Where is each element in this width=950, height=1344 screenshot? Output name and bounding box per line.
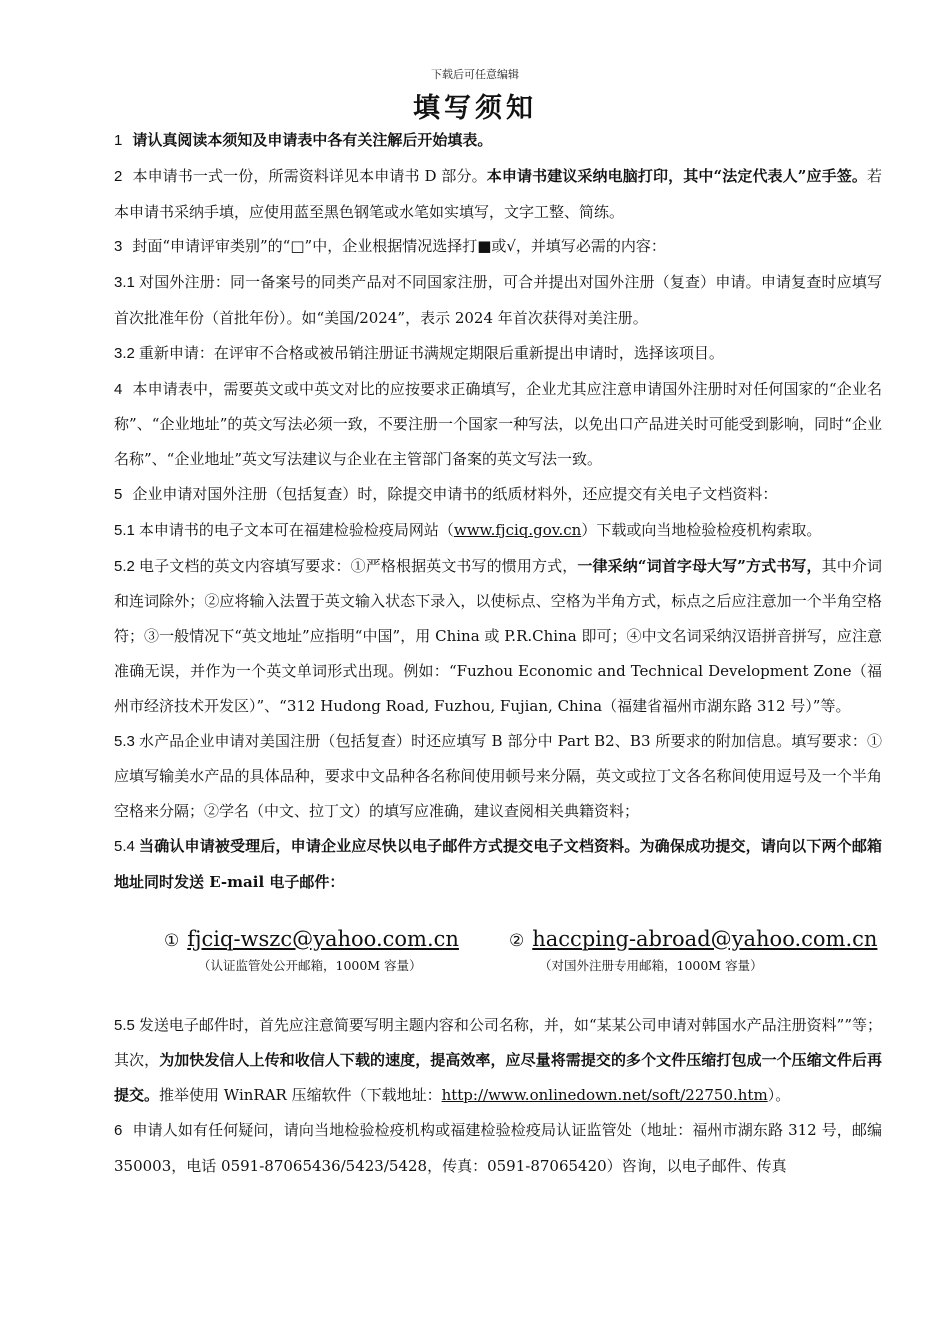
item-3-1 bbox=[114, 265, 882, 336]
item-text: 本申请书的电子文本可在福建检验检疫局网站（ bbox=[138, 520, 454, 539]
item-1 bbox=[114, 123, 882, 159]
email-note-1: （认证监管处公开邮箱，1000M 容量） bbox=[198, 957, 422, 973]
item-bold-text: 当确认申请被受理后，申请企业应尽快以电子邮件方式提交电子文档资料。为确保成功提交，请向以下两个邮箱地址同时发送 E-mail 电子邮件： bbox=[114, 836, 882, 891]
item-text: 其中介词和连词除外；②应将输入法置于英文输入状态下录入，以使标点、空格为半角方式，标点之后应注意加一个半角空格符；③一般情况下“英文地址”应指明“中国”，用 China 或 P.R.China 即可；④中文名词采纳汉语拼音拼写，应注意准确无误，并作为一个英文单词形式出现。例如：“Fuzhou Economic and Technical Development Zone（福州市经济技术开发区）”、“312 Hudong Road, Fuzhou, Fujian, China（福建省福州市湖东路 312 号）”等。 bbox=[114, 556, 882, 715]
item-5-4 bbox=[114, 829, 882, 900]
item-4 bbox=[114, 372, 882, 477]
item-5-2 bbox=[114, 549, 882, 724]
item-number: 1 bbox=[114, 132, 123, 149]
email-note-2: （对国外注册专用邮箱，1000M 容量） bbox=[539, 957, 763, 973]
download-link[interactable]: http://www.onlinedown.net/soft/22750.htm bbox=[441, 1086, 768, 1105]
item-number: 6 bbox=[114, 1121, 123, 1139]
item-number: 3.1 bbox=[114, 274, 135, 292]
item-text: 电子文档的英文内容填写要求：①严格根据英文书写的惯用方式， bbox=[138, 556, 578, 575]
item-number: 5.3 bbox=[114, 732, 135, 750]
email-entry-1 bbox=[164, 924, 459, 956]
item-text: 企业申请对国外注册（包括复查）时，除提交申请书的纸质材料外，还应提交有关电子文档资料： bbox=[132, 484, 778, 503]
item-text: 发送电子邮件时，首先应注意简要写明主题内容和公司名称，并，如“某某公司申请对韩国水产品注册资料””等；其次， bbox=[114, 1015, 882, 1070]
item-6 bbox=[114, 1113, 882, 1184]
item-number: 5.1 bbox=[114, 521, 135, 539]
item-bold-text: 本申请书建议采纳电脑打印，其中“法定代表人”应手签。 bbox=[486, 166, 867, 185]
email-addresses bbox=[114, 910, 882, 1008]
item-text: ）下载或向当地检验检疫机构索取。 bbox=[581, 520, 822, 539]
website-link[interactable]: www.fjciq.gov.cn bbox=[453, 520, 582, 539]
email-link-1[interactable]: fjciq-wszc@yahoo.com.cn bbox=[187, 926, 459, 951]
item-number: 5 bbox=[114, 485, 123, 503]
item-number: 5.4 bbox=[114, 837, 135, 855]
item-2 bbox=[114, 159, 882, 230]
item-text: 对国外注册：同一备案号的同类产品对不同国家注册，可合并提出对国外注册（复查）申请。申请复查时应填写首次批准年份（首批年份）。如“美国/2024”，表示 2024 年首次获得对美注册。 bbox=[114, 273, 882, 327]
item-number: 3.2 bbox=[114, 344, 135, 362]
item-bold-text: 为加快发信人上传和收信人下载的速度，提高效率，应尽量将需提交的多个文件压缩打包成一个压缩文件后再提交。 bbox=[114, 1051, 882, 1105]
item-text: 若本申请书采纳手填，应使用蓝至黑色钢笔或水笔如实填写，文字工整、简练。 bbox=[114, 166, 882, 221]
item-text: ）。 bbox=[767, 1086, 791, 1105]
item-text: 水产品企业申请对美国注册（包括复查）时还应填写 B 部分中 Part B2、B3 所要求的附加信息。填写要求：①应填写输美水产品的具体品种，要求中文品种各名称间使用顿号来分隔，英文或拉丁文各名称间使用逗号及一个半角空格来分隔；②学名（中文、拉丁文）的填写应准确，建议查阅相关典籍资料； bbox=[114, 731, 882, 821]
item-text: 本申请书一式一份，所需资料详见本申请书 D 部分。 bbox=[132, 166, 487, 185]
item-text: 本申请表中，需要英文或中英文对比的应按要求正确填写，企业尤其应注意申请国外注册时对任何国家的“企业名称”、“企业地址”的英文写法必须一致，不要注册一个国家一种写法，以免出口产品进关时可能受到影响，同时“企业名称”、“企业地址”英文写法建议与企业在主管部门备案的英文写法一致。 bbox=[114, 379, 882, 469]
item-number: 2 bbox=[114, 167, 123, 185]
item-5 bbox=[114, 477, 882, 513]
email-marker: ① bbox=[164, 930, 180, 951]
email-entry-2 bbox=[509, 924, 877, 956]
item-number: 5.2 bbox=[114, 557, 135, 575]
item-text: 封面“申请评审类别”的“□”中，企业根据情况选择打■或√，并填写必需的内容： bbox=[132, 237, 666, 256]
item-bold-text: 一律采纳“词首字母大写”方式书写， bbox=[577, 556, 822, 575]
item-5-5 bbox=[114, 1008, 882, 1113]
item-number: 4 bbox=[114, 380, 123, 398]
email-marker: ② bbox=[509, 930, 525, 951]
item-bold-text: 请认真阅读本须知及申请表中各有关注解后开始填表。 bbox=[132, 131, 493, 149]
item-number: 3 bbox=[114, 238, 123, 256]
item-number: 5.5 bbox=[114, 1016, 135, 1034]
item-5-3 bbox=[114, 724, 882, 829]
header-note: 下载后可任意编辑 bbox=[431, 68, 519, 81]
item-5-1 bbox=[114, 513, 882, 549]
email-link-2[interactable]: haccping-abroad@yahoo.com.cn bbox=[532, 926, 878, 951]
item-3 bbox=[114, 229, 882, 265]
item-text: 申请人如有任何疑问，请向当地检验检疫机构或福建检验检疫局认证监管处（地址：福州市湖东路 312 号，邮编 350003，电话 0591-87065436/5423/5428，传真：0591-87065420）咨询，以电子邮件、传真 bbox=[114, 1120, 882, 1175]
item-text: 重新申请：在评审不合格或被吊销注册证书满规定期限后重新提出申请时，选择该项目。 bbox=[138, 343, 724, 362]
page-title: 填写须知 bbox=[413, 93, 537, 124]
item-3-2 bbox=[114, 336, 882, 372]
item-text: 推举使用 WinRAR 压缩软件（下载地址： bbox=[159, 1086, 442, 1105]
instructions-body bbox=[114, 123, 882, 1184]
